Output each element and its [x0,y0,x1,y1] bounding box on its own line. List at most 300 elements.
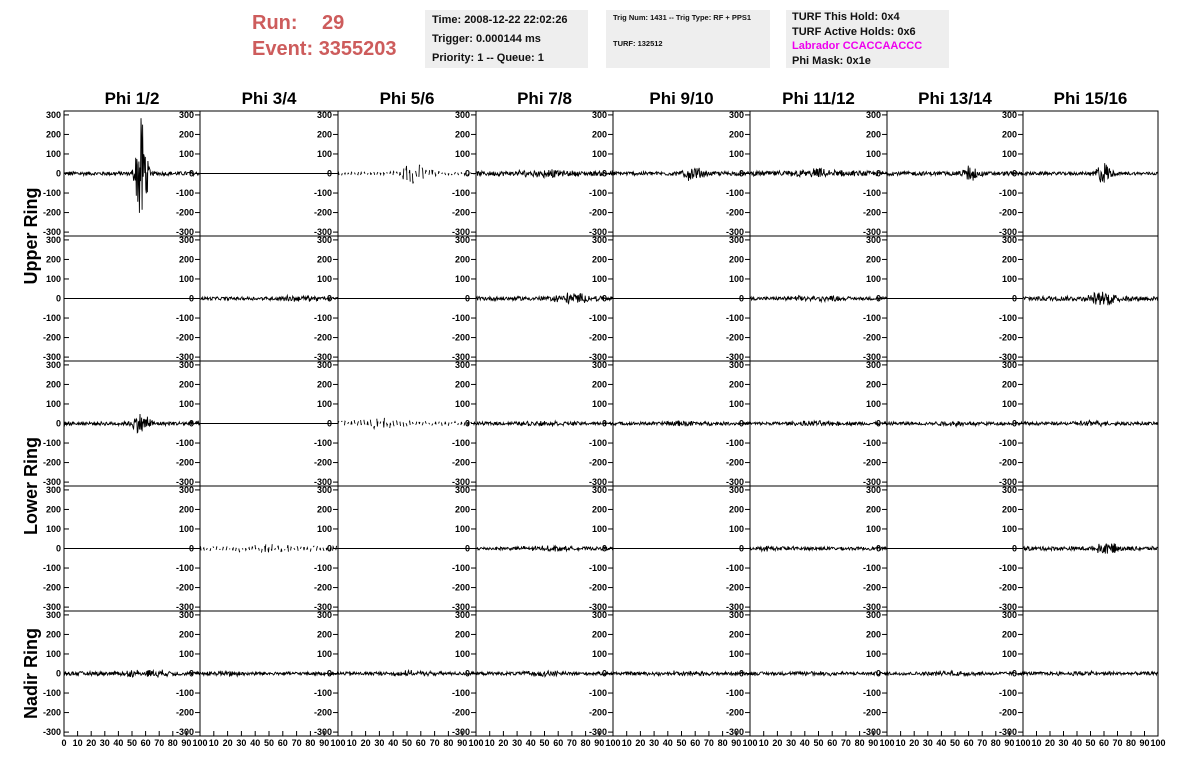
y-tick-label: 200 [178,254,194,265]
x-tick-label: 90 [1004,738,1015,748]
y-tick-label: 200 [728,129,744,140]
y-tick-label: 0 [464,418,470,429]
y-tick-label: 0 [601,168,607,179]
y-tick-label: -300 [175,727,194,738]
y-tick-label: 100 [1001,273,1017,284]
x-tick-label: 70 [566,738,577,748]
y-tick-label: 200 [865,629,881,640]
y-tick-label: 200 [591,254,607,265]
y-tick-label: -200 [42,457,61,468]
y-tick-label: 300 [728,234,744,245]
x-tick-label: 90 [731,738,742,748]
y-tick-label: 200 [454,379,470,390]
y-tick-label: 200 [865,379,881,390]
y-tick-label: 100 [45,148,61,159]
y-tick-label: 200 [1001,629,1017,640]
waveform-trace [613,418,750,429]
y-tick-label: 0 [1011,168,1017,179]
y-tick-label: 100 [865,648,881,659]
waveform-trace [750,293,887,304]
y-tick-label: 100 [591,148,607,159]
y-tick-label: 300 [454,484,470,495]
y-tick-label: 0 [55,418,61,429]
y-tick-label: 100 [178,398,194,409]
y-tick-label: 100 [454,273,470,284]
y-tick-label: -100 [998,688,1017,699]
x-tick-label: 90 [319,738,330,748]
y-tick-label: 300 [865,109,881,120]
x-tick-label: 30 [512,738,523,748]
column-header: Phi 5/6 [379,89,435,108]
y-tick-label: -200 [175,707,194,718]
x-tick-label: 90 [457,738,468,748]
y-tick-label: -200 [451,332,470,343]
y-tick-label: -200 [175,332,194,343]
y-tick-label: -300 [451,477,470,488]
y-tick-label: 300 [591,484,607,495]
y-tick-label: -300 [588,602,607,613]
turf-text: TURF: 132512 [613,39,663,48]
y-tick-label: 200 [45,504,61,515]
y-tick-label: 300 [316,484,332,495]
y-tick-label: 100 [865,148,881,159]
y-tick-label: 300 [178,109,194,120]
labrador-text: Labrador CCACCAACCC [792,40,923,52]
y-tick-label: -100 [451,563,470,574]
y-tick-label: 300 [865,609,881,620]
x-tick-label: 50 [263,738,275,748]
y-tick-label: 300 [591,109,607,120]
y-tick-label: 200 [454,504,470,515]
y-tick-label: -100 [862,688,881,699]
y-tick-label: -300 [175,477,194,488]
y-tick-label: 100 [728,648,744,659]
y-tick-label: -300 [862,477,881,488]
y-tick-label: 200 [728,504,744,515]
y-tick-label: 200 [45,629,61,640]
x-tick-label: 30 [99,738,110,748]
y-tick-label: 300 [45,109,61,120]
y-tick-label: -200 [862,707,881,718]
y-tick-label: 0 [55,668,61,679]
y-tick-label: 100 [728,273,744,284]
y-tick-label: -300 [725,352,744,363]
y-tick-label: -100 [42,438,61,449]
y-tick-label: 0 [1011,293,1017,304]
y-tick-label: -300 [313,227,332,238]
y-tick-label: -300 [313,477,332,488]
x-tick-label: 20 [86,738,97,748]
waveform-trace [476,543,613,554]
y-tick-label: -200 [998,582,1017,593]
y-tick-label: -200 [998,332,1017,343]
y-tick-label: -100 [313,563,332,574]
y-tick-label: 300 [316,109,332,120]
y-tick-label: 200 [45,129,61,140]
y-tick-label: 100 [865,398,881,409]
y-tick-label: 200 [178,504,194,515]
waveform-trace [1023,671,1158,676]
y-tick-label: 300 [591,234,607,245]
y-tick-label: -300 [725,602,744,613]
y-tick-label: 100 [45,273,61,284]
column-header: Phi 1/2 [104,89,160,108]
y-tick-label: 200 [45,379,61,390]
y-tick-label: -200 [588,457,607,468]
y-tick-label: -300 [725,477,744,488]
y-tick-label: -100 [725,438,744,449]
run-value: 29 [322,12,345,34]
y-tick-label: -100 [725,688,744,699]
y-tick-label: 0 [875,293,881,304]
y-tick-label: 300 [454,234,470,245]
y-tick-label: -200 [862,207,881,218]
y-tick-label: 0 [601,543,607,554]
y-tick-label: 300 [178,609,194,620]
y-tick-label: -100 [725,313,744,324]
y-tick-label: 100 [865,273,881,284]
y-tick-label: -200 [725,332,744,343]
y-tick-label: -300 [42,352,61,363]
y-tick-label: -200 [451,457,470,468]
y-tick-label: -100 [998,188,1017,199]
y-tick-label: 100 [316,148,332,159]
y-tick-label: -300 [175,352,194,363]
waveform-trace [1023,292,1158,305]
y-tick-label: -300 [451,602,470,613]
y-tick-label: 200 [316,254,332,265]
x-tick-label: 90 [594,738,605,748]
y-tick-label: 300 [865,484,881,495]
y-tick-label: -100 [588,313,607,324]
turf-hold-text: TURF This Hold: 0x4 [792,11,900,23]
y-tick-label: 200 [1001,129,1017,140]
y-tick-label: 300 [454,359,470,370]
y-tick-label: 300 [865,359,881,370]
y-tick-label: -100 [175,438,194,449]
y-tick-label: -200 [175,457,194,468]
waveform-trace [1023,543,1158,553]
x-tick-label: 80 [305,738,316,748]
x-tick-label: 10 [1031,738,1042,748]
run-label: Run: [252,12,298,34]
y-tick-label: -200 [42,207,61,218]
waveform-trace [476,169,613,177]
x-tick-label: 50 [401,738,413,748]
y-tick-label: 0 [601,418,607,429]
x-tick-label: 100 [742,738,758,748]
x-tick-label: 60 [827,738,838,748]
y-tick-label: -200 [588,707,607,718]
y-tick-label: 0 [326,668,332,679]
waveform-trace [64,670,200,678]
x-tick-label: 20 [1044,738,1056,748]
waveform-trace [750,421,887,426]
y-tick-label: -300 [588,227,607,238]
y-tick-label: 100 [865,523,881,534]
waveform-trace [200,295,338,301]
y-tick-label: -300 [451,227,470,238]
y-tick-label: -100 [998,438,1017,449]
y-tick-label: 200 [591,379,607,390]
y-tick-label: -200 [588,332,607,343]
column-header: Phi 13/14 [918,89,992,108]
y-tick-label: -200 [451,582,470,593]
y-tick-label: -200 [313,332,332,343]
y-tick-label: -200 [998,207,1017,218]
x-tick-label: 40 [388,738,399,748]
y-tick-label: -100 [451,688,470,699]
y-tick-label: 300 [728,484,744,495]
y-tick-label: 100 [728,523,744,534]
x-tick-label: 10 [484,738,495,748]
y-tick-label: -200 [313,707,332,718]
x-tick-label: 50 [1085,738,1096,748]
y-tick-label: 0 [188,168,194,179]
y-tick-label: 100 [591,273,607,284]
y-tick-label: -300 [998,227,1017,238]
x-tick-label: 70 [291,738,302,748]
y-tick-label: 0 [464,543,470,554]
y-tick-label: 200 [865,254,881,265]
y-tick-label: 100 [316,648,332,659]
waveform-trace [613,168,750,181]
y-tick-label: 0 [738,543,744,554]
waveform-trace [476,293,613,304]
y-tick-label: -300 [175,227,194,238]
y-tick-label: 100 [45,523,61,534]
y-tick-label: -200 [42,582,61,593]
y-tick-label: 300 [316,609,332,620]
row-header: Nadir Ring [21,627,41,720]
x-tick-label: 70 [154,738,165,748]
x-tick-label: 40 [525,738,536,748]
x-tick-label: 40 [799,738,810,748]
x-tick-label: 100 [605,738,621,748]
y-tick-label: -300 [588,352,607,363]
time-text: Time: 2008-12-22 22:02:26 [432,14,568,26]
x-tick-label: 100 [1150,738,1166,748]
x-tick-label: 40 [250,738,261,748]
waveform-trace [750,671,887,676]
y-tick-label: 200 [1001,254,1017,265]
waveform-trace [887,166,1023,181]
y-tick-label: -100 [313,438,332,449]
y-tick-label: 200 [316,379,332,390]
y-tick-label: 0 [326,418,332,429]
y-tick-label: 200 [316,629,332,640]
y-tick-label: -200 [725,707,744,718]
waveform-trace [200,544,337,552]
y-tick-label: 100 [178,648,194,659]
y-tick-label: 300 [178,484,194,495]
y-tick-label: -200 [998,457,1017,468]
y-tick-label: 100 [1001,398,1017,409]
y-tick-label: -300 [313,727,332,738]
y-tick-label: 0 [188,293,194,304]
y-tick-label: -300 [862,352,881,363]
x-tick-label: 40 [662,738,673,748]
y-tick-label: -100 [862,313,881,324]
y-tick-label: -300 [175,602,194,613]
y-tick-label: -100 [588,688,607,699]
x-tick-label: 30 [1058,738,1069,748]
event-value: 3355203 [318,38,397,60]
y-tick-label: -300 [588,727,607,738]
y-tick-label: -200 [313,207,332,218]
y-tick-label: 0 [738,168,744,179]
y-tick-label: -100 [313,313,332,324]
y-tick-label: -100 [175,313,194,324]
x-tick-label: 30 [236,738,247,748]
y-tick-label: 300 [865,234,881,245]
x-tick-label: 10 [208,738,219,748]
x-tick-label: 20 [360,738,371,748]
waveform-trace [64,414,200,433]
y-tick-label: -200 [313,457,332,468]
waveform-trace [887,671,1023,676]
y-tick-label: -300 [725,227,744,238]
y-tick-label: 0 [55,293,61,304]
y-tick-label: 100 [45,648,61,659]
x-tick-label: 90 [868,738,879,748]
y-tick-label: 300 [1001,359,1017,370]
y-tick-label: 0 [188,668,194,679]
y-tick-label: -100 [313,688,332,699]
y-tick-label: 200 [591,504,607,515]
y-tick-label: -100 [725,563,744,574]
x-tick-label: 40 [1071,738,1083,748]
y-tick-label: 100 [178,273,194,284]
y-tick-label: 200 [865,129,881,140]
y-tick-label: 300 [454,609,470,620]
y-tick-label: 300 [728,359,744,370]
y-tick-label: -300 [862,727,881,738]
y-tick-label: 100 [728,398,744,409]
x-tick-label: 70 [429,738,440,748]
y-tick-label: 0 [326,168,332,179]
y-tick-label: -100 [175,563,194,574]
y-tick-label: -200 [42,707,61,718]
y-tick-label: 100 [316,523,332,534]
row-header: Upper Ring [21,187,41,285]
x-tick-label: 50 [813,738,824,748]
y-tick-label: 200 [178,629,194,640]
column-header: Phi 7/8 [517,89,572,108]
y-tick-label: 300 [454,109,470,120]
y-tick-label: 200 [1001,504,1017,515]
y-tick-label: -300 [725,727,744,738]
x-tick-label: 80 [990,738,1001,748]
y-tick-label: 100 [1001,523,1017,534]
y-tick-label: 200 [316,129,332,140]
x-tick-label: 60 [690,738,701,748]
y-tick-label: 100 [45,398,61,409]
y-tick-label: 300 [1001,234,1017,245]
column-header: Phi 9/10 [649,89,714,108]
y-tick-label: 300 [316,359,332,370]
x-tick-label: 30 [374,738,385,748]
y-tick-label: -100 [451,438,470,449]
y-tick-label: 0 [875,543,881,554]
y-tick-label: -100 [42,188,61,199]
x-tick-label: 50 [539,738,550,748]
y-tick-label: 200 [728,379,744,390]
y-tick-label: -200 [313,582,332,593]
x-tick-label: 60 [415,738,426,748]
x-tick-label: 30 [922,738,933,748]
y-tick-label: 0 [188,543,194,554]
y-tick-label: -300 [998,727,1017,738]
x-tick-label: 60 [963,738,974,748]
y-tick-label: -300 [862,227,881,238]
y-tick-label: 300 [728,609,744,620]
trigger-text: Trigger: 0.000144 ms [432,33,541,45]
y-tick-label: -300 [313,352,332,363]
y-tick-label: -100 [175,188,194,199]
y-tick-label: 100 [316,273,332,284]
x-tick-label: 80 [854,738,865,748]
y-tick-label: 200 [178,379,194,390]
waveform-trace [1023,163,1158,183]
y-tick-label: -300 [42,727,61,738]
y-tick-label: 200 [45,254,61,265]
y-tick-label: -200 [451,707,470,718]
x-tick-label: 70 [840,738,851,748]
y-tick-label: 200 [591,629,607,640]
waveform-trace [476,668,613,679]
y-tick-label: -200 [451,207,470,218]
y-tick-label: 0 [1011,668,1017,679]
y-tick-label: 0 [55,543,61,554]
y-tick-label: 0 [464,293,470,304]
x-tick-label: 40 [113,738,124,748]
x-tick-label: 30 [649,738,660,748]
y-tick-label: 200 [454,629,470,640]
y-tick-label: -200 [862,582,881,593]
x-tick-label: 70 [1112,738,1123,748]
y-tick-label: 300 [1001,109,1017,120]
y-tick-label: -200 [588,207,607,218]
y-tick-label: 200 [454,129,470,140]
y-tick-label: 100 [1001,148,1017,159]
x-tick-label: 60 [277,738,288,748]
x-tick-label: 90 [181,738,192,748]
x-tick-label: 30 [786,738,797,748]
y-tick-label: 300 [316,234,332,245]
y-tick-label: 0 [738,418,744,429]
y-tick-label: -100 [588,188,607,199]
column-header: Phi 15/16 [1053,89,1128,108]
y-tick-label: 100 [591,398,607,409]
y-tick-label: -100 [725,188,744,199]
y-tick-label: 0 [326,543,332,554]
y-tick-label: -100 [42,313,61,324]
y-tick-label: 200 [454,254,470,265]
y-tick-label: 100 [591,648,607,659]
x-tick-label: 80 [1125,738,1137,748]
trig-num-text: Trig Num: 1431 -- Trig Type: RF + PPS1 [613,13,752,22]
y-tick-label: -100 [998,563,1017,574]
x-tick-label: 10 [346,738,357,748]
y-tick-label: -100 [313,188,332,199]
y-tick-label: 0 [464,668,470,679]
y-tick-label: 0 [875,668,881,679]
y-tick-label: 200 [728,254,744,265]
y-tick-label: 100 [454,398,470,409]
y-tick-label: 300 [45,359,61,370]
turf-active-text: TURF Active Holds: 0x6 [792,25,916,38]
